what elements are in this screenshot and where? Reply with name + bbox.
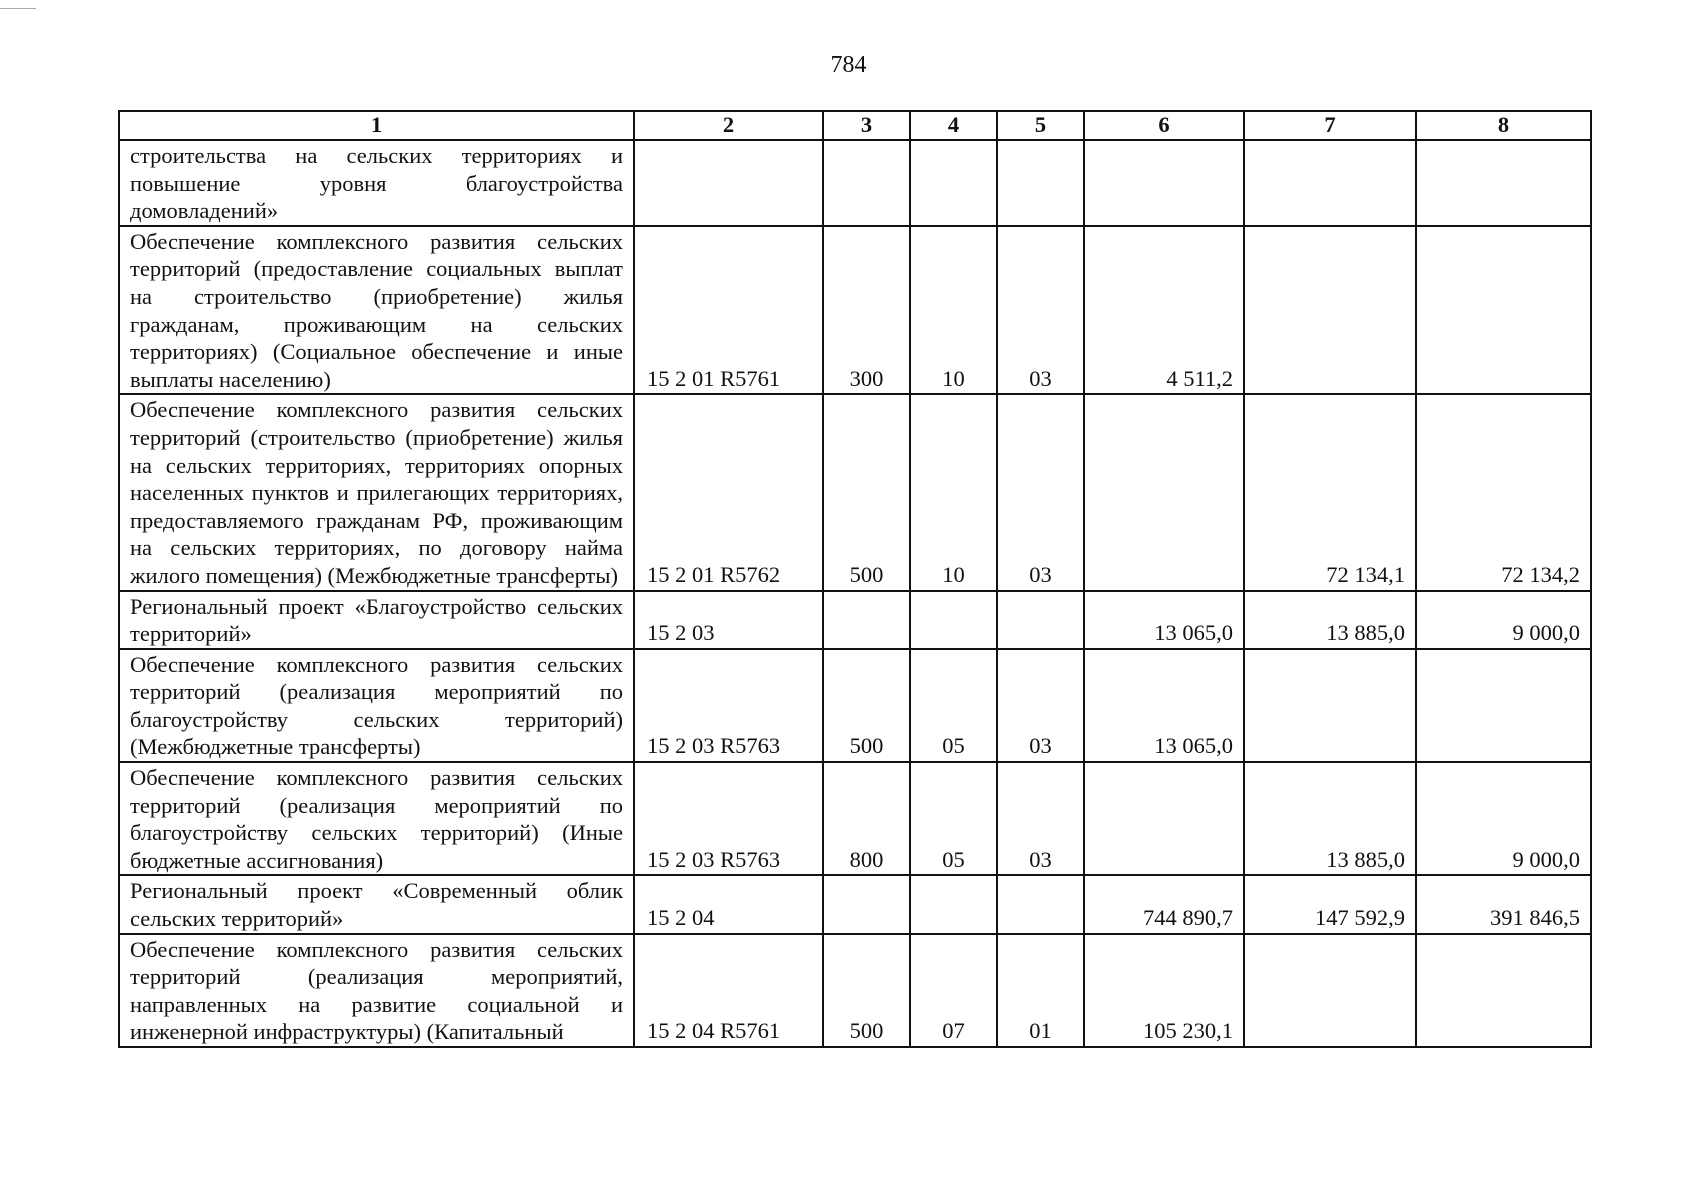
header-row (119, 111, 1591, 140)
table-row (119, 762, 1591, 875)
row-col3: 500 (823, 649, 910, 762)
row-col7: 147 592,9 (1244, 875, 1416, 933)
row-code: 15 2 04 R5761 (634, 934, 823, 1047)
budget-table (118, 110, 1592, 1048)
row-col8 (1416, 934, 1591, 1047)
row-col6 (1084, 762, 1244, 875)
page-number: 784 (830, 52, 867, 78)
table-row (119, 394, 1591, 590)
column-header-8: 8 (1416, 111, 1591, 140)
row-col4: 05 (910, 762, 997, 875)
row-col5 (997, 875, 1084, 933)
row-col7: 72 134,1 (1244, 394, 1416, 590)
row-code: 15 2 03 R5763 (634, 649, 823, 762)
row-col8: 391 846,5 (1416, 875, 1591, 933)
row-col6: 4 511,2 (1084, 226, 1244, 395)
row-col4: 10 (910, 226, 997, 395)
table-row (119, 140, 1591, 226)
row-col4: 10 (910, 394, 997, 590)
row-col5: 03 (997, 394, 1084, 590)
row-description: Обеспечение комплексного развития сельских территорий (строительство (приобретение) жилья на сельских территориях, территориях опорных населенных пунктов и прилегающих территориях, предоставляемого гражданам РФ, проживающим на сельских территориях, по договору найма жилого помещения) (Межбюджетные трансферты) (119, 394, 634, 590)
row-col3: 500 (823, 934, 910, 1047)
row-code: 15 2 01 R5762 (634, 394, 823, 590)
row-col4 (910, 140, 997, 226)
row-code: 15 2 04 (634, 875, 823, 933)
row-col8: 9 000,0 (1416, 762, 1591, 875)
row-col3 (823, 140, 910, 226)
row-col6: 744 890,7 (1084, 875, 1244, 933)
row-col4 (910, 591, 997, 649)
row-col8 (1416, 226, 1591, 395)
row-col7: 13 885,0 (1244, 591, 1416, 649)
row-col4: 07 (910, 934, 997, 1047)
column-header-2: 2 (634, 111, 823, 140)
column-header-5: 5 (997, 111, 1084, 140)
table-row (119, 875, 1591, 933)
row-col6: 105 230,1 (1084, 934, 1244, 1047)
row-description: Региональный проект «Современный облик сельских территорий» (119, 875, 634, 933)
row-col4 (910, 875, 997, 933)
row-col5: 01 (997, 934, 1084, 1047)
row-col8: 72 134,2 (1416, 394, 1591, 590)
row-col5: 03 (997, 649, 1084, 762)
row-col7 (1244, 226, 1416, 395)
row-col3: 500 (823, 394, 910, 590)
row-col5: 03 (997, 226, 1084, 395)
column-header-7: 7 (1244, 111, 1416, 140)
row-col7 (1244, 140, 1416, 226)
row-col5 (997, 140, 1084, 226)
row-col8 (1416, 140, 1591, 226)
row-col7 (1244, 649, 1416, 762)
column-header-1: 1 (119, 111, 634, 140)
row-description: Обеспечение комплексного развития сельских территорий (реализация мероприятий по благоустройству сельских территорий) (Иные бюджетные ассигнования) (119, 762, 634, 875)
column-header-6: 6 (1084, 111, 1244, 140)
row-col3: 800 (823, 762, 910, 875)
row-col8: 9 000,0 (1416, 591, 1591, 649)
row-code (634, 140, 823, 226)
row-code: 15 2 03 R5763 (634, 762, 823, 875)
table-row (119, 591, 1591, 649)
row-code: 15 2 03 (634, 591, 823, 649)
row-col6: 13 065,0 (1084, 591, 1244, 649)
table-row (119, 226, 1591, 395)
row-description: Региональный проект «Благоустройство сельских территорий» (119, 591, 634, 649)
scan-edge-mark (0, 8, 36, 9)
column-header-4: 4 (910, 111, 997, 140)
row-description: Обеспечение комплексного развития сельских территорий (реализация мероприятий, направленных на развитие социальной и инженерной инфраструктуры) (Капитальный (119, 934, 634, 1047)
row-col7 (1244, 934, 1416, 1047)
row-code: 15 2 01 R5761 (634, 226, 823, 395)
row-col5 (997, 591, 1084, 649)
row-col3 (823, 875, 910, 933)
row-col5: 03 (997, 762, 1084, 875)
table-row (119, 649, 1591, 762)
row-col8 (1416, 649, 1591, 762)
row-col7: 13 885,0 (1244, 762, 1416, 875)
row-col6 (1084, 140, 1244, 226)
row-description: Обеспечение комплексного развития сельских территорий (реализация мероприятий по благоустройству сельских территорий) (Межбюджетные трансферты) (119, 649, 634, 762)
row-col3 (823, 591, 910, 649)
table-row (119, 934, 1591, 1047)
row-col3: 300 (823, 226, 910, 395)
column-header-3: 3 (823, 111, 910, 140)
row-col4: 05 (910, 649, 997, 762)
row-col6: 13 065,0 (1084, 649, 1244, 762)
row-description: строительства на сельских территориях и повышение уровня благоустройства домовладений» (119, 140, 634, 226)
row-col6 (1084, 394, 1244, 590)
row-description: Обеспечение комплексного развития сельских территорий (предоставление социальных выплат на строительство (приобретение) жилья гражданам, проживающим на сельских территориях) (Социальное обеспечение и иные выплаты населению) (119, 226, 634, 395)
